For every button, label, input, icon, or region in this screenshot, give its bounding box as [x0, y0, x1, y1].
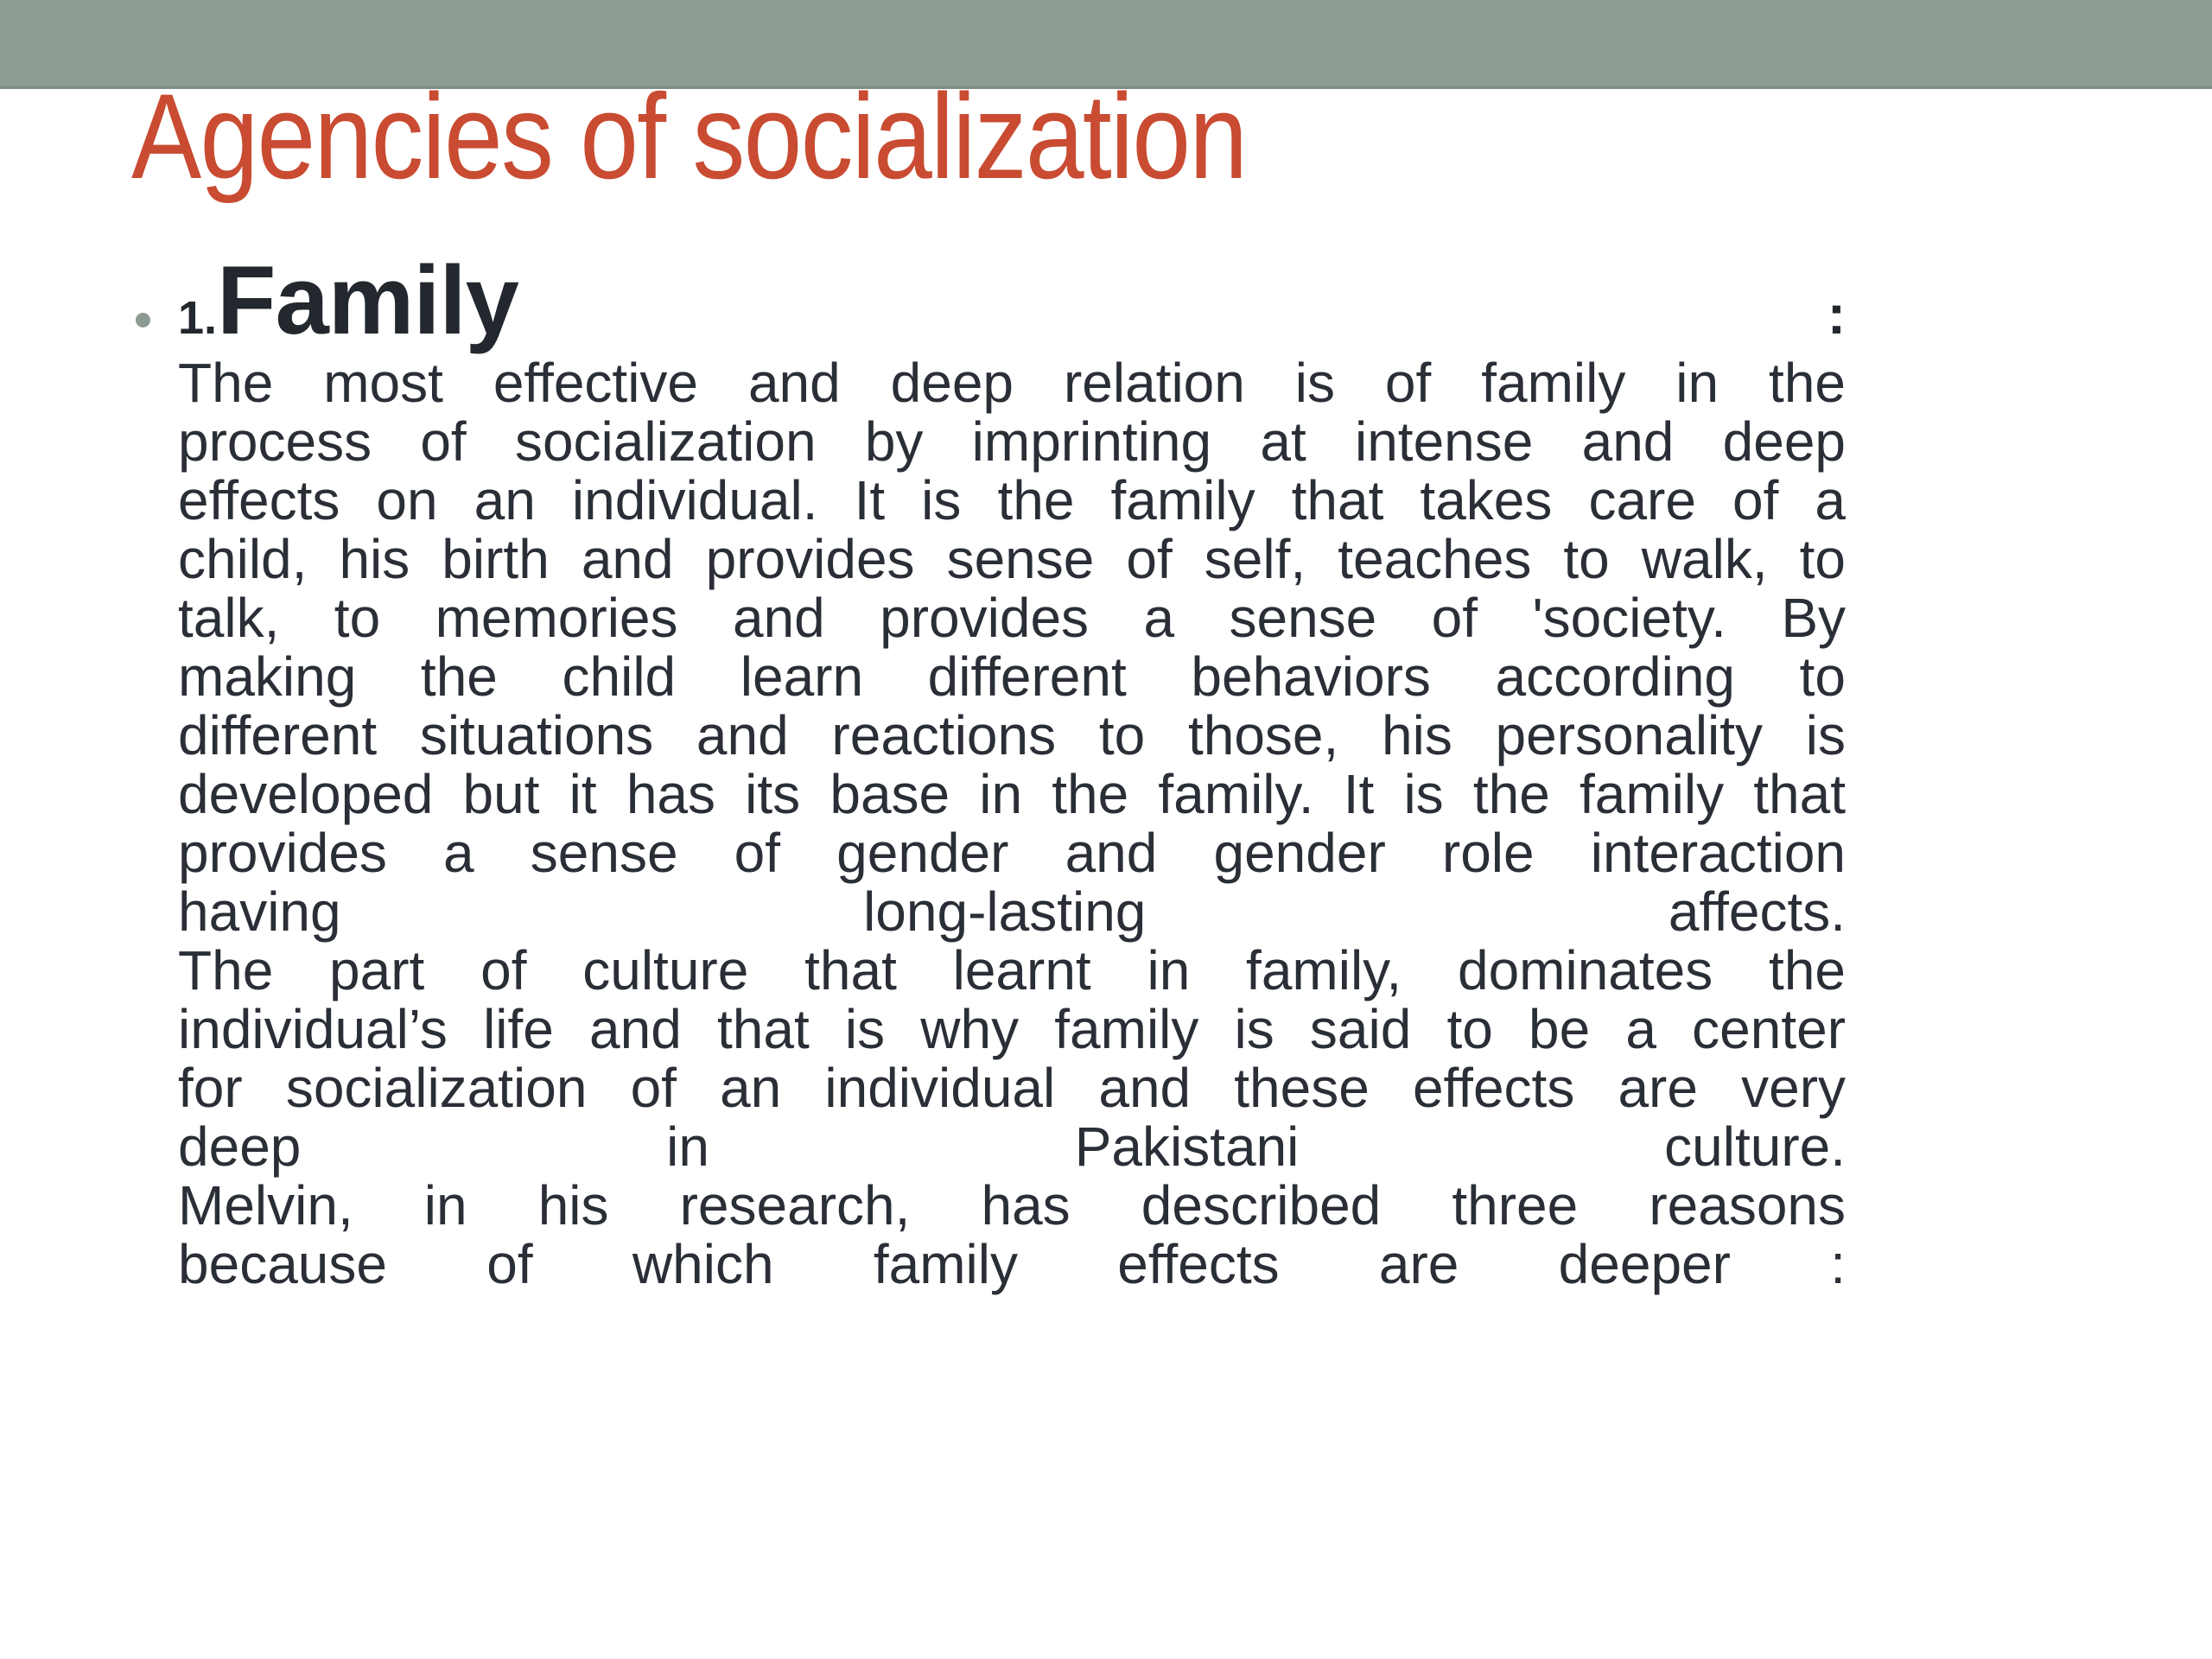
- body-line: process of socialization by imprinting at intense and deep: [178, 410, 1846, 473]
- body-line: talk, to memories and provides a sense of 'society. By: [178, 587, 1846, 649]
- body-line: provides a sense of gender and gender role interaction: [178, 822, 1846, 884]
- body-line: developed but it has its base in the family. It is the family that: [178, 763, 1846, 825]
- body-line: for socialization of an individual and these effects are very: [178, 1057, 1846, 1119]
- body-line: having long-lasting affects.: [178, 880, 1846, 943]
- body-paragraph: [178, 353, 1846, 1294]
- body-line: because of which family effects are deeper :: [178, 1233, 1846, 1295]
- list-item-number: 1.: [178, 292, 218, 344]
- body-line: making the child learn different behaviors according to: [178, 645, 1846, 708]
- body-line: effects on an individual. It is the family that takes care of a: [178, 469, 1846, 531]
- list-item-family: [178, 246, 1846, 354]
- slide-title: Agencies of socialization: [131, 68, 1247, 204]
- body-line: child, his birth and provides sense of self, teaches to walk, to: [178, 528, 1846, 590]
- body-line: The part of culture that learnt in family, dominates the: [178, 939, 1846, 1001]
- list-item-heading: Family: [217, 246, 518, 354]
- body-line: deep in Pakistani culture.: [178, 1116, 1846, 1178]
- body-line: different situations and reactions to those, his personality is: [178, 704, 1846, 766]
- body-line: Melvin, in his research, has described three reasons: [178, 1174, 1846, 1236]
- body-line: individual’s life and that is why family is said to be a center: [178, 998, 1846, 1060]
- bullet-icon: [136, 313, 150, 327]
- body-line: The most effective and deep relation is of family in the: [178, 352, 1846, 414]
- list-item-colon: :: [1827, 283, 1846, 346]
